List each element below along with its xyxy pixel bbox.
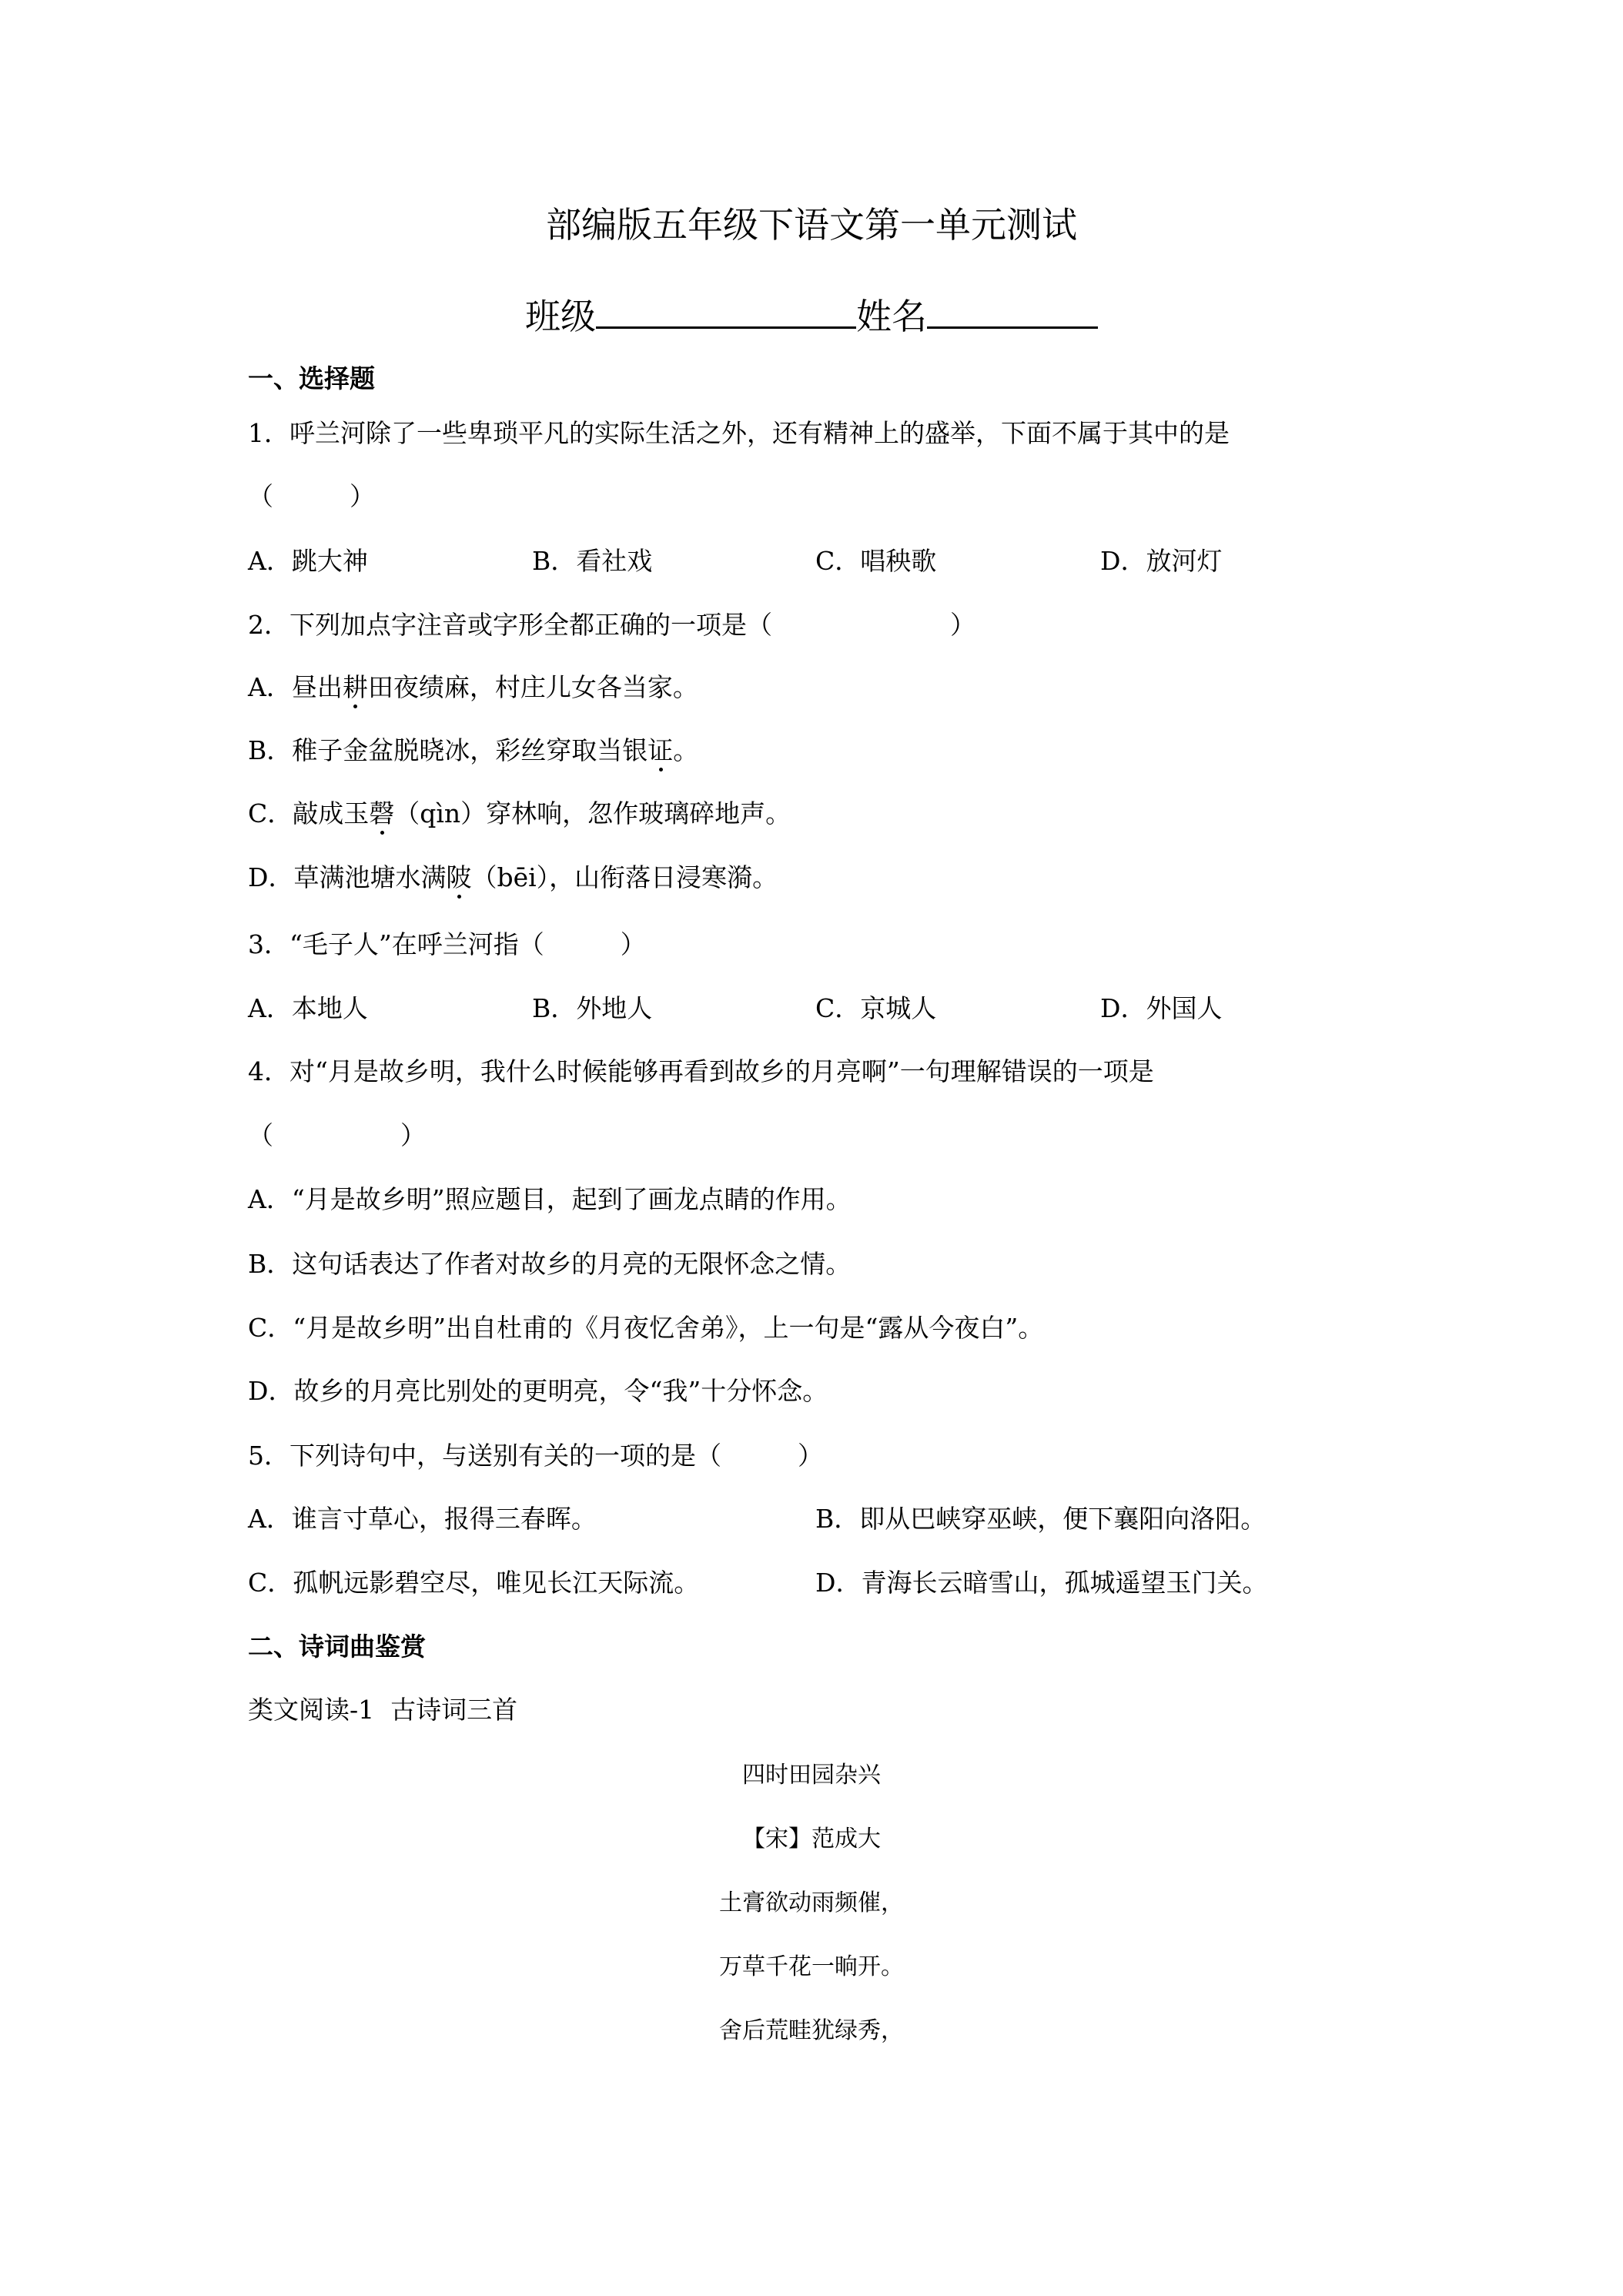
q5-option-c: C．孤帆远影碧空尽，唯见长江天际流。 — [248, 1568, 700, 1598]
dotted-char: 证 — [648, 735, 674, 765]
poem-line: 土膏欲动雨频催， — [719, 1889, 904, 1916]
dotted-char: 磬 — [369, 798, 395, 828]
name-label: 姓名 — [856, 296, 927, 337]
q2-option-b: B．稚子金盆脱晓冰，彩丝穿取当银证。 — [248, 735, 699, 765]
q1-option-d: D．放河灯 — [1100, 546, 1223, 576]
q3-option-b: B．外地人 — [532, 993, 653, 1023]
q4-option-b: B．这句话表达了作者对故乡的月亮的无限怀念之情。 — [248, 1249, 852, 1279]
poem-line: 舍后荒畦犹绿秀， — [719, 2017, 904, 2044]
dotted-char: 耕 — [342, 672, 368, 702]
reading-label: 类文阅读-1 古诗词三首 — [248, 1695, 518, 1725]
name-blank[interactable] — [927, 291, 1098, 329]
q5-option-d: D．青海长云暗雪山，孤城遥望玉门关。 — [815, 1568, 1268, 1598]
q4-option-c: C．“月是故乡明”出自杜甫的《月夜忆舍弟》，上一句是“露从今夜白”。 — [248, 1313, 1044, 1343]
q4-option-d: D．故乡的月亮比别处的更明亮，令“我”十分怀念。 — [248, 1376, 828, 1406]
class-blank[interactable] — [596, 291, 856, 329]
section-heading-poetry: 二、诗词曲鉴赏 — [248, 1632, 426, 1662]
section-heading-choice: 一、选择题 — [248, 363, 375, 393]
class-label: 班级 — [525, 296, 596, 337]
q3-option-a: A．本地人 — [248, 993, 368, 1023]
q5-option-a: A．谁言寸草心，报得三春晖。 — [248, 1504, 597, 1534]
q1-option-b: B．看社戏 — [532, 546, 653, 576]
q1-stem: 1．呼兰河除了一些卑琐平凡的实际生活之外，还有精神上的盛举，下面不属于其中的是 — [248, 418, 1230, 448]
poem-author: 【宋】范成大 — [742, 1826, 881, 1853]
q2-option-a: A．昼出耕田夜绩麻，村庄儿女各当家。 — [248, 672, 698, 702]
q1-option-c: C．唱秧歌 — [815, 546, 937, 576]
q1-option-a: A．跳大神 — [248, 546, 368, 576]
q2-option-c: C．敲成玉磬（qìn）穿林响，忽作玻璃碎地声。 — [248, 798, 791, 828]
q3-stem: 3．“毛子人”在呼兰河指（ ） — [248, 929, 646, 959]
page-title: 部编版五年级下语文第一单元测试 — [546, 204, 1077, 246]
q3-option-d: D．外国人 — [1100, 993, 1223, 1023]
q3-option-c: C．京城人 — [815, 993, 937, 1023]
class-name-line — [0, 291, 1623, 340]
q1-answer-paren: （ ） — [248, 481, 375, 511]
q2-stem: 2．下列加点字注音或字形全都正确的一项是（ ） — [248, 610, 975, 640]
q4-stem: 4．对“月是故乡明，我什么时候能够再看到故乡的月亮啊”一句理解错误的一项是 — [248, 1056, 1154, 1086]
dotted-char: 陂 — [446, 862, 472, 892]
q5-option-b: B．即从巴峡穿巫峡，便下襄阳向洛阳。 — [815, 1504, 1267, 1534]
q2-option-d: D．草满池塘水满陂（bēi），山衔落日浸寒漪。 — [248, 862, 778, 892]
q4-answer-paren: （ ） — [248, 1120, 426, 1150]
q4-option-a: A．“月是故乡明”照应题目，起到了画龙点睛的作用。 — [248, 1184, 852, 1214]
poem-title: 四时田园杂兴 — [742, 1762, 881, 1789]
q5-stem: 5．下列诗句中，与送别有关的一项的是（ ） — [248, 1441, 823, 1471]
poem-line: 万草千花一晌开。 — [719, 1953, 904, 1980]
